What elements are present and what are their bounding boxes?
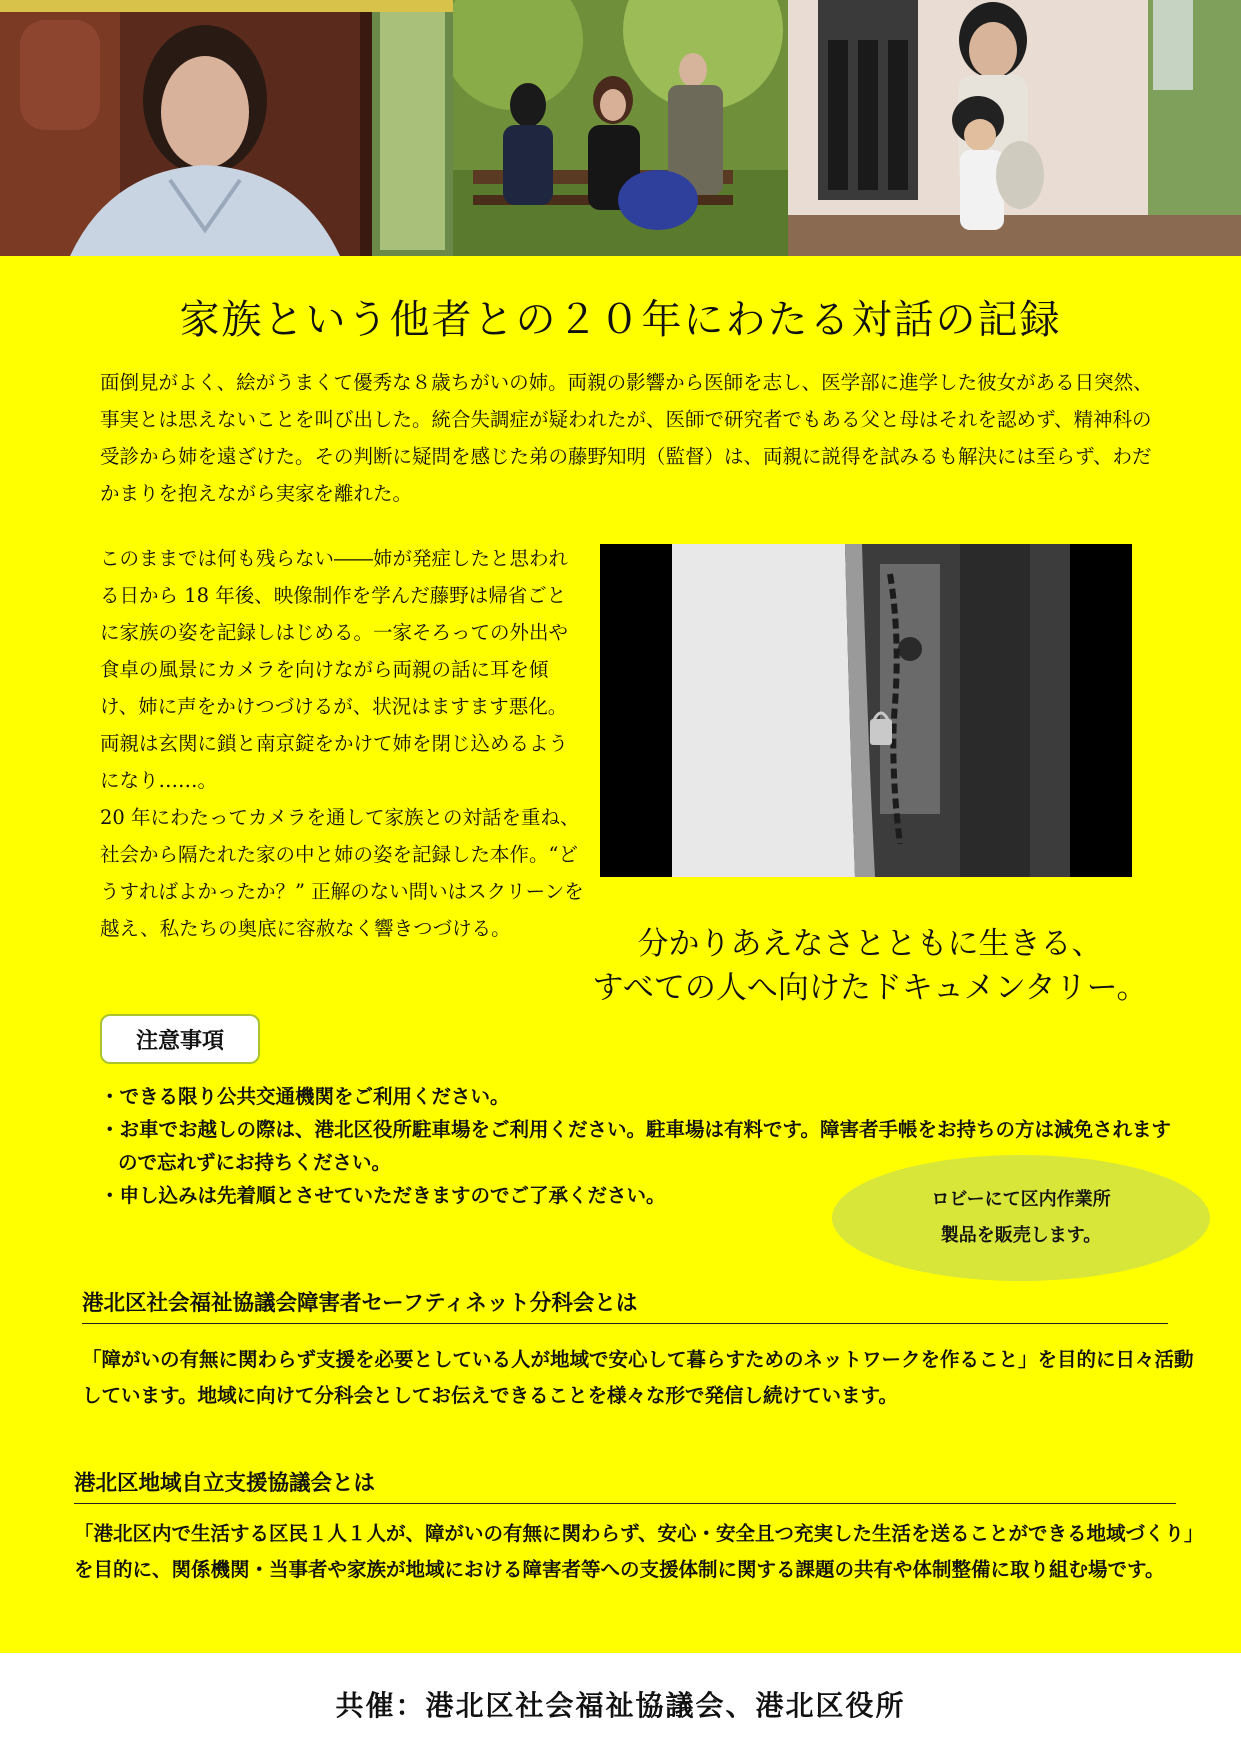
story-paragraph-2: 20 年にわたってカメラを通して家族との対話を重ね、社会から隔たれた家の中と姉の姿を記録した本作。“どうすればよかったか？” 正解のない問いはスクリーンを越え、私たちの奥底に容赦なく響きつづける。 bbox=[100, 806, 584, 940]
section-title-safety-net: 港北区社会福祉協議会障害者セーフティネット分科会とは bbox=[82, 1286, 1168, 1324]
tagline bbox=[560, 922, 1180, 1010]
story-text bbox=[100, 540, 585, 947]
headline: 家族という他者との２０年にわたる対話の記録 bbox=[179, 297, 1062, 343]
story-paragraph-1: このままでは何も残らない――姉が発症したと思われる日から 18 年後、映像制作を学んだ藤野は帰省ごとに家族の姿を記録しはじめる。一家そろっての外出や食卓の風景にカメラを向けながら両親の話に耳を傾け、姉に声をかけつづけるが、状況はますます悪化。両親は玄関に鎖と南京錠をかけて姉を閉じ込めるようになり……。 bbox=[100, 547, 569, 792]
section-body-safety-net: 「障がいの有無に関わらず支援を必要としている人が地域で安心して暮らすためのネットワークを作ること」を目的に日々活動しています。地域に向けて分科会としてお伝えできることを様々な形で発信し続けています。 bbox=[82, 1348, 1194, 1407]
photo-woman-on-train bbox=[0, 0, 453, 256]
tagline-line-2: すべての人へ向けたドキュメンタリー。 bbox=[592, 970, 1148, 1006]
lobby-line-1: ロビーにて区内作業所 bbox=[931, 1189, 1111, 1210]
photo-children-by-window bbox=[788, 0, 1241, 256]
lobby-line-2: 製品を販売します。 bbox=[940, 1225, 1102, 1246]
intro-paragraph: 面倒見がよく、絵がうまくて優秀な８歳ちがいの姉。両親の影響から医師を志し、医学部に進学した彼女がある日突然、事実とは思えないことを叫び出した。統合失調症が疑われたが、医師で研究者でもある父と母はそれを認めず、精神科の受診から姉を遠ざけた。その判断に疑問を感じた弟の藤野知明（監督）は、両親に説得を試みるも解決には至らず、わだかまりを抱えながら実家を離れた。 bbox=[100, 371, 1153, 505]
notice-item: ・ お車でお越しの際は、港北区役所駐車場をご利用ください。駐車場は有料です。障害者手帳をお持ちの方は減免されますので忘れずにお持ちください。 bbox=[88, 1113, 1188, 1179]
section-body-independence-council: 「港北区内で生活する区民１人１人が、障がいの有無に関わらず、安心・安全且つ充実した生活を送ることができる地域づくり」を目的に、関係機関・当事者や家族が地域における障害者等への支援体制に関する課題の共有や体制整備に取り組む場です。 bbox=[74, 1522, 1194, 1581]
photo-family-on-bench bbox=[453, 0, 788, 256]
notice-item: ・ できる限り公共交通機関をご利用ください。 bbox=[88, 1080, 1188, 1113]
lobby-sales-bubble bbox=[832, 1155, 1210, 1281]
photo-strip bbox=[0, 0, 1241, 256]
film-still-chained-door bbox=[600, 544, 1132, 877]
notice-badge: 注意事項 bbox=[100, 1014, 260, 1064]
notice-item: ・ 申し込みは先着順とさせていただきますのでご了承ください。 bbox=[88, 1179, 1188, 1212]
tagline-line-1: 分かりあえなさとともに生きる、 bbox=[637, 926, 1103, 962]
footer-organizers: 共催：港北区社会福祉協議会、港北区役所 bbox=[0, 1653, 1241, 1755]
section-title-independence-council: 港北区地域自立支援協議会とは bbox=[74, 1466, 1176, 1504]
